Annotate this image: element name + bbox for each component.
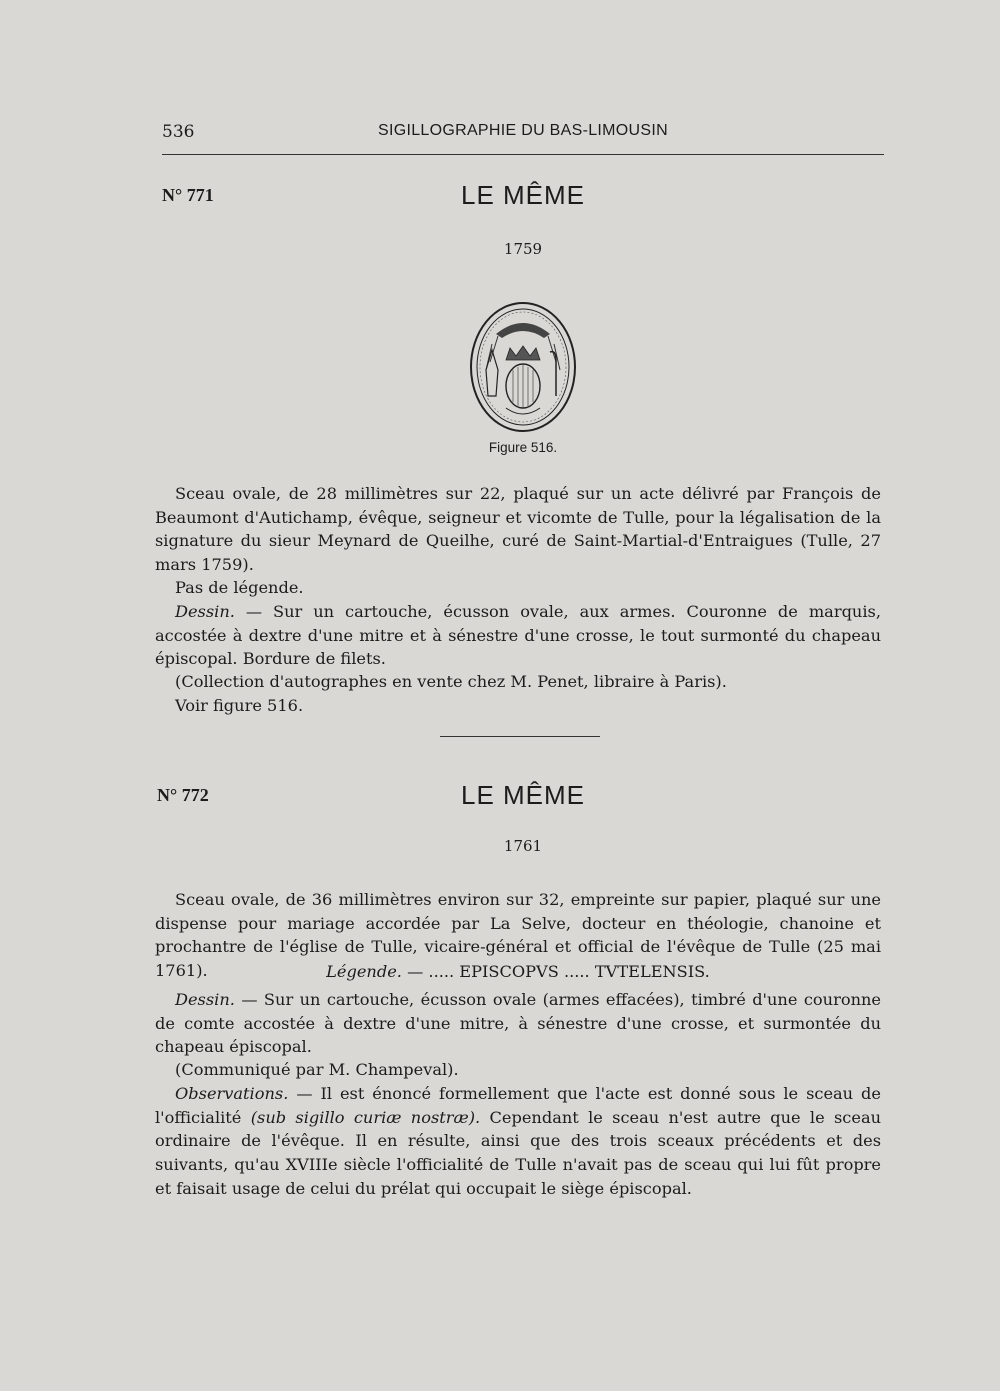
figure-caption: Figure 516. [488, 440, 558, 455]
dessin-text: — Sur un cartouche, écusson ovale, aux armes. Couronne de marquis, accostée à dextre d'une mitre et à sénestre d'une crosse, le tout surmonté du chapeau épiscopal. Bordure de filets. [155, 602, 881, 669]
entry-title: LE MÊME [460, 180, 586, 210]
dessin-paragraph [155, 600, 881, 671]
observations-paragraph [155, 1082, 881, 1201]
section-separator [440, 736, 600, 737]
observations-text: — Il est énoncé formellement que l'acte est donné sous le sceau de l'officialité [155, 1084, 881, 1127]
observations-text-continued: Cependant le sceau n'est autre que le sceau ordinaire de l'évêque. Il en résulte, ainsi que des trois sceaux précédents et des suivants, qu'au XVIIIe siècle l'officialité de Tulle n'avait pas de sceau qui lui fût propre et faisait usage de celui du prélat qui occupait le siège épiscopal. [155, 1107, 882, 1198]
entry-year: 1761 [503, 837, 543, 855]
legende-label: Légende. [326, 962, 402, 981]
legende-text: — ..... EPISCOPVS ..... TVTELENSIS. [401, 962, 710, 981]
description-paragraph: Sceau ovale, de 28 millimètres sur 22, plaqué sur un acte délivré par François de Beaumont d'Autichamp, évêque, seigneur et vicomte de Tulle, pour la légalisation de la signature du sieur Meynard de Queilhe, curé de Saint-Martial-d'Entraigues (Tulle, 27 mars 1759). [155, 484, 881, 575]
entry-year: 1759 [503, 240, 543, 258]
legend-note: Pas de légende. [175, 578, 304, 597]
entry-number: N° 771 [162, 185, 214, 205]
dessin-label: Dessin. [175, 990, 235, 1009]
description-paragraph: Sceau ovale, de 36 millimètres environ sur 32, empreinte sur papier, plaqué sur une dispense pour mariage accordée par La Selve, docteur en théologie, chanoine et prochantre de l'église de Tulle, vicaire-général et official de l'évêque de Tulle (25 mai 1761). [155, 890, 881, 981]
collection-note: (Collection d'autographes en vente chez M. Penet, libraire à Paris). [175, 672, 727, 691]
dessin-label: Dessin. [175, 602, 235, 621]
entry-title: LE MÊME [460, 780, 586, 810]
dessin-text: — Sur un cartouche, écusson ovale (armes effacées), timbré d'une couronne de comte accostée à dextre d'une mitre, à sénestre d'une crosse, et surmontée du chapeau épiscopal. [155, 990, 881, 1057]
header-rule [162, 154, 884, 155]
page-number: 536 [162, 122, 195, 142]
seal-figure [468, 300, 578, 434]
dessin-paragraph [155, 988, 881, 1059]
communique-note: (Communiqué par M. Champeval). [175, 1060, 459, 1079]
observations-label: Observations. [175, 1084, 289, 1103]
entry-number: N° 772 [157, 785, 209, 805]
legende-paragraph [155, 960, 881, 984]
running-title: SIGILLOGRAPHIE DU BAS-LIMOUSIN [378, 122, 668, 139]
figure-reference: Voir figure 516. [175, 696, 304, 715]
running-head [162, 122, 884, 146]
observations-quote: (sub sigillo curiæ nostræ). [250, 1107, 481, 1127]
